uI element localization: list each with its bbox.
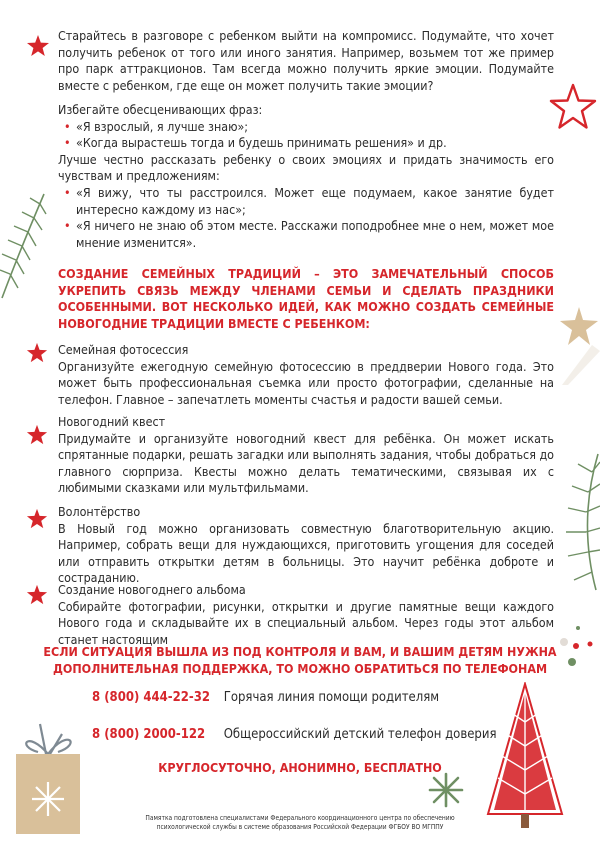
list-item: • «Я ничего не знаю об этом месте. Расскажи поподробнее мне о нем, может мое мнение изменится». <box>76 218 554 251</box>
footer-note <box>100 814 500 831</box>
phone-link[interactable]: 8 (800) 2000-122 <box>92 727 206 742</box>
red-star-icon <box>26 584 48 606</box>
red-star-icon <box>26 34 50 58</box>
section-phrases <box>58 102 554 251</box>
outline-star-icon <box>548 82 598 132</box>
section-title: Новогодний квест <box>58 414 166 429</box>
section-title: Создание новогоднего альбома <box>58 582 246 597</box>
phone-label: Общероссийский детский телефон доверия <box>223 727 497 742</box>
fir-branch-icon <box>0 190 48 300</box>
phone-link[interactable]: 8 (800) 444-22-32 <box>92 690 211 705</box>
red-star-icon <box>26 342 48 364</box>
list-item: • «Когда вырастешь тогда и будешь принимать решения» и др. <box>76 135 554 152</box>
section-title: Семейная фотосессия <box>58 342 189 357</box>
help-heading-line: ЕСЛИ СИТУАЦИЯ ВЫШЛА ИЗ ПОД КОНТРОЛЯ И ВАМ, И ВАШИМ ДЕТЯМ НУЖНА <box>43 644 557 659</box>
list-avoid <box>58 119 554 152</box>
list-better <box>58 185 554 251</box>
gift-box-icon <box>8 720 92 840</box>
red-star-icon <box>26 424 48 446</box>
section-album <box>58 582 554 648</box>
list-item: • «Я взрослый, я лучше знаю»; <box>76 119 554 136</box>
phone-row <box>92 727 496 742</box>
section-body: Собирайте фотографии, рисунки, открытки и другие памятные вещи каждого Нового года и складывайте их в специальный альбом. Через годы этот альбом станет настоящим <box>58 598 554 647</box>
section-photo <box>58 342 554 408</box>
section-body: Придумайте и организуйте новогодний квест для ребёнка. Он может искать спрятанные подарки, решать загадки или выполнять задания, чтобы добраться до главного сюрприза. Квесты можно делать тематическими, связывая их с любимыми сказками или мультфильмами. <box>58 430 554 496</box>
christmas-tree-icon <box>482 682 568 832</box>
text-avoid: Избегайте обесценивающих фраз: <box>58 102 263 117</box>
fir-branch-icon <box>548 452 600 592</box>
traditions-heading: СОЗДАНИЕ СЕМЕЙНЫХ ТРАДИЦИЙ – ЭТО ЗАМЕЧАТЕЛЬНЫЙ СПОСОБ УКРЕПИТЬ СВЯЗЬ МЕЖДУ ЧЛЕНАМИ СЕМЬИ И СДЕЛАТЬ ПРАЗДНИКИ ОСОБЕННЫМИ. ВОТ НЕСКОЛЬКО ИДЕЙ, КАК МОЖНО СОЗДАТЬ СЕМЕЙНЫЕ НОВОГОДНИЕ ТРАДИЦИИ ВМЕСТЕ С РЕБЕНКОМ: <box>58 266 554 331</box>
light-beam-icon <box>562 345 600 385</box>
section-volunteer <box>58 504 554 587</box>
help-heading-line: ДОПОЛНИТЕЛЬНАЯ ПОДДЕРЖКА, ТО МОЖНО ОБРАТИТЬСЯ ПО ТЕЛЕФОНАМ <box>52 660 548 676</box>
help-heading <box>40 644 560 677</box>
section-title: Волонтёрство <box>58 504 141 519</box>
list-item: • «Я вижу, что ты расстроился. Может еще подумаем, какое занятие будет интересно каждому из нас»; <box>76 185 554 218</box>
red-star-icon <box>26 508 48 530</box>
section-quest <box>58 414 554 497</box>
footer-line: психологической службы в системе образования Российской Федерации ФГБОУ ВО МГППУ <box>156 822 444 831</box>
footer-line: Памятка подготовлена специалистами Федерального координационного центра по обеспечению <box>145 814 455 822</box>
availability-text: КРУГЛОСУТОЧНО, АНОНИМНО, БЕСПЛАТНО <box>158 760 442 775</box>
section-body: В Новый год можно организовать совместную благотворительную акцию. Например, собрать вещи для нуждающихся, приготовить угощения для соседей или отправить открытки детям в больницы. Это научит ребёнка доброте и состраданию. <box>58 520 554 586</box>
text-better: Лучше честно рассказать ребенку о своих эмоциях и придать значимость его чувствам и предложениям: <box>58 151 554 184</box>
text-compromise: Старайтесь в разговоре с ребенком выйти на компромисс. Подумайте, что хочет получить ребенок от того или иного занятия. Например, возьмем тот же пример про парк аттракционов. Там всегда можно получить яркие эмоции. Подумайте вместе с ребенком, где еще он может получить такие эмоции? <box>58 28 554 93</box>
beige-star-icon <box>558 305 600 347</box>
phone-row <box>92 690 439 705</box>
section-body: Организуйте ежегодную семейную фотосессию в преддверии Нового года. Это может быть профессиональная съемка или просто фотографии, сделанные на телефон. Главное – запечатлеть моменты счастья и радости вашей семьи. <box>58 358 554 407</box>
phone-label: Горячая линия помощи родителям <box>223 690 440 705</box>
paragraph-compromise <box>58 28 554 94</box>
decor-dots-icon <box>556 620 600 670</box>
